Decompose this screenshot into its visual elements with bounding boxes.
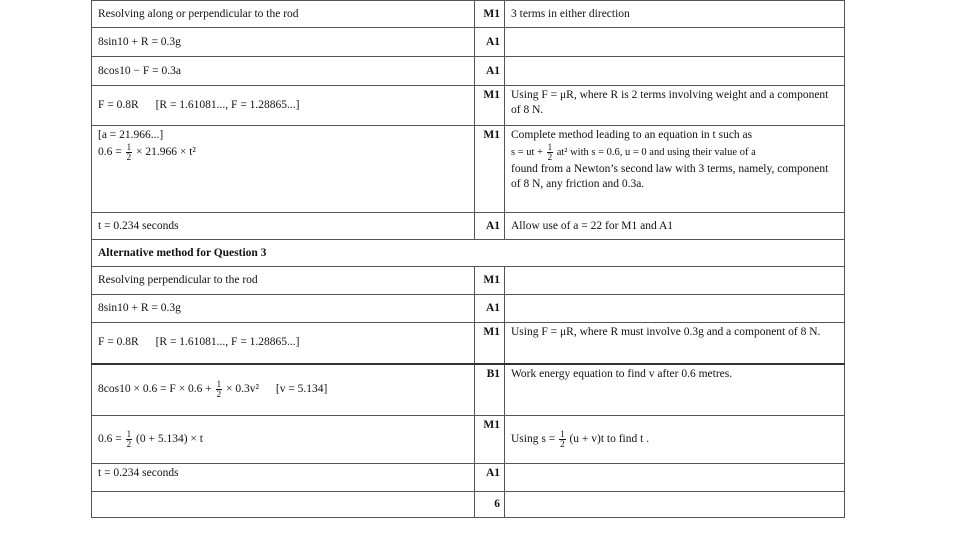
mark-cell: M1 <box>475 323 505 364</box>
comment-cell <box>505 295 845 323</box>
equation-part: 0.6 = <box>98 433 122 446</box>
equation-part: (0 + 5.134) × t <box>136 433 203 446</box>
mark-scheme-table-container <box>91 0 844 518</box>
mark-cell: M1 <box>475 126 505 213</box>
comment-line-3: found from a Newton’s second law with 3 terms, namely, component of 8 N, any friction and 0.3a. <box>511 163 829 190</box>
equation-part: × 0.3v² <box>226 383 259 396</box>
working-cell: 8sin10 + R = 0.3g <box>92 295 475 323</box>
table-row <box>92 323 845 364</box>
table-row <box>92 464 845 492</box>
mark-cell: A1 <box>475 213 505 240</box>
denominator: 2 <box>216 389 222 400</box>
fraction <box>216 380 223 399</box>
mark-cell: A1 <box>475 28 505 57</box>
working-cell <box>92 323 475 364</box>
comment-cell: 3 terms in either direction <box>505 1 845 28</box>
working-cell: Resolving along or perpendicular to the rod <box>92 1 475 28</box>
mark-cell: A1 <box>475 57 505 86</box>
table-row <box>92 492 845 518</box>
working-bracket-values: [R = 1.61081..., F = 1.28865...] <box>155 99 300 111</box>
table-row <box>92 295 845 323</box>
working-bracket-values: [v = 5.134] <box>275 383 328 396</box>
numerator: 1 <box>126 429 132 439</box>
working-cell: 8cos10 − F = 0.3a <box>92 57 475 86</box>
numerator: 1 <box>216 379 222 390</box>
table-row <box>92 213 845 240</box>
mark-cell: M1 <box>475 1 505 28</box>
equation-part: 0.6 = <box>98 146 122 159</box>
comment-cell: Using F = μR, where R must involve 0.3g and a component of 8 N. <box>505 323 845 364</box>
denominator: 2 <box>560 439 565 449</box>
working-cell <box>92 416 475 464</box>
fraction <box>126 430 133 449</box>
comment-cell <box>505 492 845 518</box>
numerator: 1 <box>126 142 132 152</box>
equation-part: s = ut + <box>511 146 543 158</box>
numerator: 1 <box>560 429 565 439</box>
comment-cell <box>505 126 845 213</box>
working-cell: t = 0.234 seconds <box>92 213 475 240</box>
fraction <box>559 430 566 449</box>
mark-cell: M1 <box>475 86 505 126</box>
mark-cell: M1 <box>475 416 505 464</box>
comment-cell <box>505 267 845 295</box>
table-row <box>92 28 845 57</box>
working-cell <box>92 86 475 126</box>
mark-cell: A1 <box>475 464 505 492</box>
equation-part: at² with s = 0.6, u = 0 and using their value of a <box>556 146 756 158</box>
table-row <box>92 57 845 86</box>
working-cell: Resolving perpendicular to the rod <box>92 267 475 295</box>
working-cell: t = 0.234 seconds <box>92 464 475 492</box>
table-row <box>92 1 845 28</box>
mark-scheme-table <box>91 0 845 518</box>
table-row <box>92 86 845 126</box>
table-row <box>92 364 845 416</box>
comment-cell <box>505 416 845 464</box>
comment-cell <box>505 464 845 492</box>
equation-part: 8cos10 × 0.6 = F × 0.6 + <box>98 383 212 396</box>
working-line-1: [a = 21.966...] <box>98 129 164 141</box>
denominator: 2 <box>126 439 132 449</box>
working-cell <box>92 126 475 213</box>
working-cell: 8sin10 + R = 0.3g <box>92 28 475 57</box>
comment-cell <box>505 57 845 86</box>
total-mark-cell: 6 <box>475 492 505 518</box>
mark-cell: B1 <box>475 364 505 416</box>
denominator: 2 <box>126 152 132 162</box>
mark-cell: M1 <box>475 267 505 295</box>
denominator: 2 <box>547 152 553 162</box>
comment-cell: Work energy equation to find v after 0.6 metres. <box>505 364 845 416</box>
working-bracket-values: [R = 1.61081..., F = 1.28865...] <box>155 336 300 349</box>
table-row <box>92 126 845 213</box>
table-row <box>92 240 845 267</box>
mark-cell: A1 <box>475 295 505 323</box>
table-row <box>92 416 845 464</box>
equation-part: (u + v)t to find t . <box>569 433 650 446</box>
working-equation: F = 0.8R <box>98 99 139 111</box>
comment-line-2 <box>511 143 838 162</box>
comment-cell: Allow use of a = 22 for M1 and A1 <box>505 213 845 240</box>
equation-part: × 21.966 × t² <box>136 146 196 159</box>
working-cell <box>92 492 475 518</box>
working-line-2 <box>98 143 468 162</box>
table-row <box>92 267 845 295</box>
working-equation: F = 0.8R <box>98 336 139 349</box>
section-heading: Alternative method for Question 3 <box>92 240 845 267</box>
fraction <box>126 143 133 162</box>
comment-cell: Using F = μR, where R is 2 terms involving weight and a component of 8 N. <box>505 86 845 126</box>
numerator: 1 <box>547 142 553 152</box>
working-cell <box>92 364 475 416</box>
fraction <box>547 143 554 162</box>
comment-cell <box>505 28 845 57</box>
comment-line-1: Complete method leading to an equation in t such as <box>511 129 753 141</box>
equation-part: Using s = <box>511 433 556 446</box>
